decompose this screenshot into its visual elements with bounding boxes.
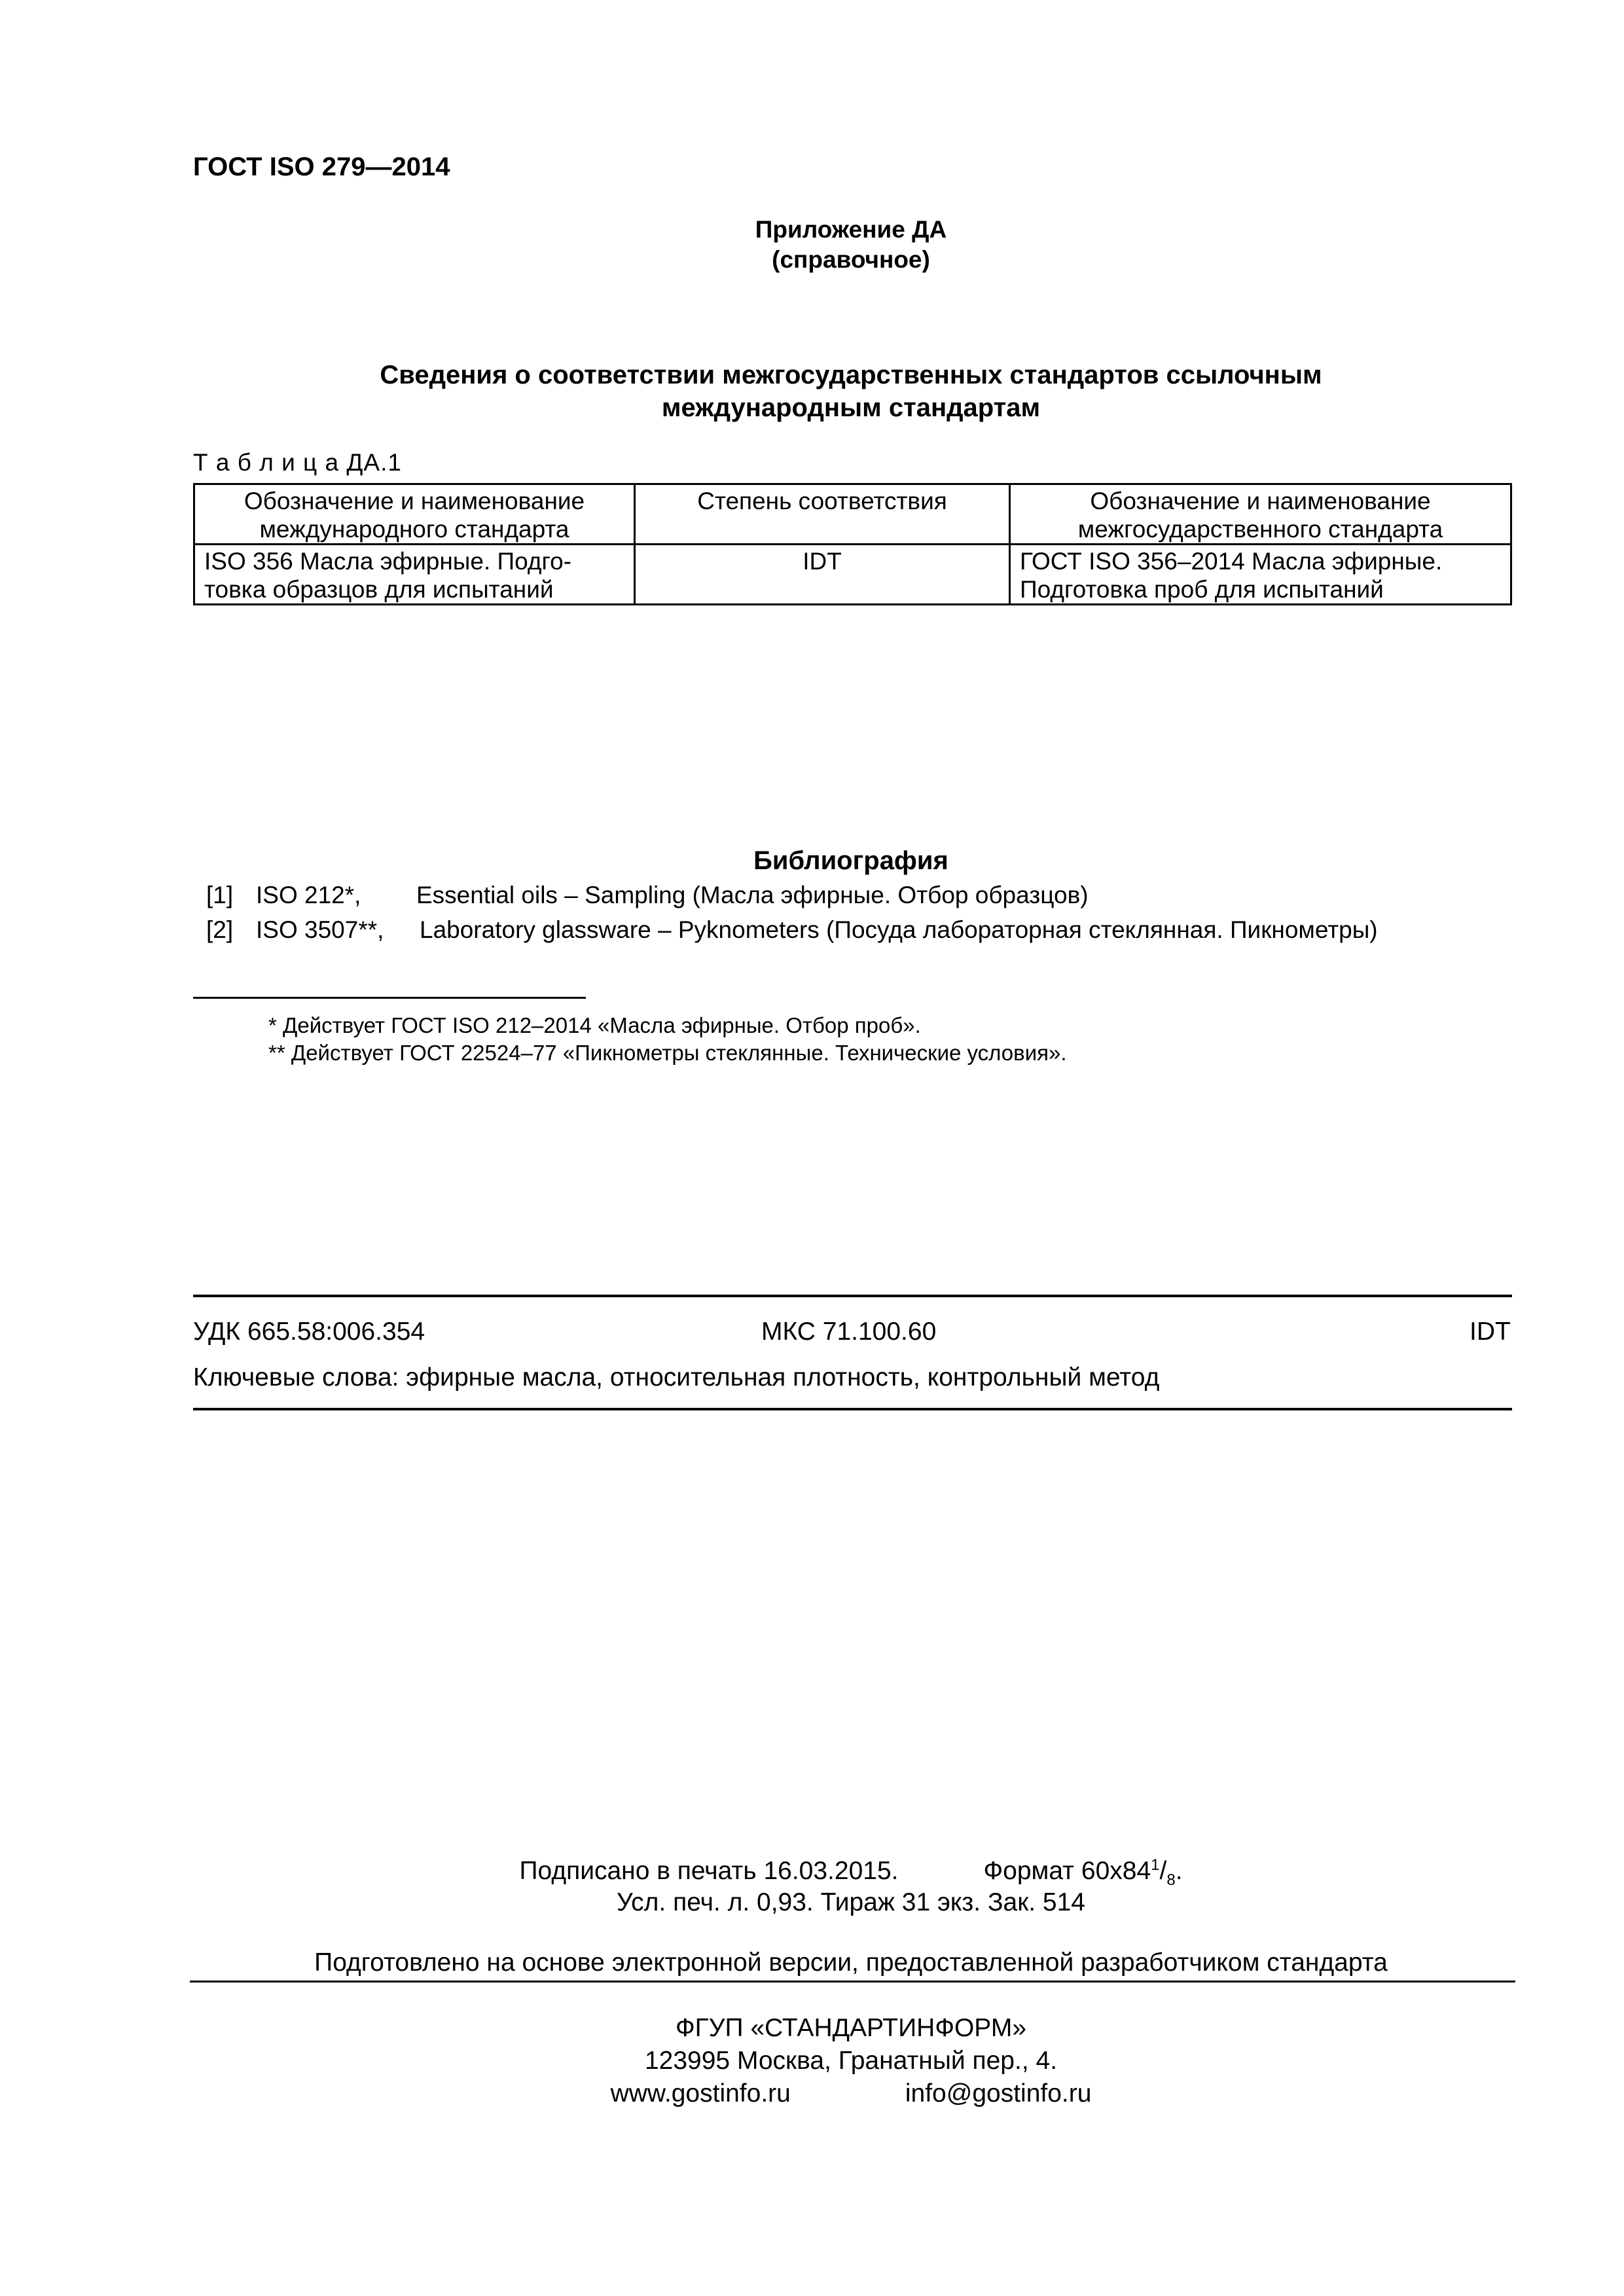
publisher-address: 123995 Москва, Гранатный пер., 4. bbox=[644, 2047, 1058, 2075]
bib-text: Laboratory glassware – Pyknometers (Посуда лабораторная стеклянная. Пикнометры) bbox=[420, 916, 1378, 943]
publisher-name: ФГУП «СТАНДАРТИНФОРМ» bbox=[675, 2014, 1027, 2042]
table-label: Т а б л и ц а ДА.1 bbox=[193, 449, 402, 476]
bib-number: [1] bbox=[206, 882, 234, 908]
mks-code: МКС 71.100.60 bbox=[761, 1318, 937, 1346]
signed-to-print: Подписано в печать 16.03.2015. bbox=[519, 1857, 899, 1885]
degree-code: IDT bbox=[1470, 1318, 1511, 1346]
publisher-contacts bbox=[0, 2079, 1624, 2108]
conformity-table bbox=[193, 483, 1512, 605]
metadata-top-rule bbox=[193, 1295, 1512, 1297]
imprint-line1 bbox=[0, 1856, 1624, 1890]
publisher-email-link[interactable]: info@gostinfo.ru bbox=[905, 2079, 1092, 2108]
cell-international-standard: ISO 356 Масла эфирные. Подготовка образцов для испытаний bbox=[194, 545, 635, 605]
metadata-bottom-rule bbox=[193, 1408, 1512, 1410]
table-header-row bbox=[194, 484, 1511, 545]
cell-interstate-standard: ГОСТ ISO 356–2014 Масла эфирные. Подготовка проб для испытаний bbox=[1010, 545, 1511, 605]
udk-code: УДК 665.58:006.354 bbox=[193, 1318, 425, 1346]
bibliography-item bbox=[206, 882, 1089, 909]
footnote-2: ** Действует ГОСТ 22524–77 «Пикнометры стеклянные. Технические условия». bbox=[268, 1041, 1067, 1065]
section-title-line2: международным стандартам bbox=[661, 393, 1041, 422]
bib-number: [2] bbox=[206, 916, 234, 943]
paper-format: Формат $60х84^1/_8$. bbox=[983, 1856, 1183, 1889]
bib-code: ISO 3507**, bbox=[256, 916, 384, 943]
publisher-website-link[interactable]: www.gostinfo.ru bbox=[610, 2079, 791, 2108]
header-degree-of-conformity: Степень соответствия bbox=[635, 484, 1010, 545]
prepared-note: Подготовлено на основе электронной версии, предоставленной разработчиком стандарта bbox=[314, 1948, 1388, 1977]
bib-code: ISO 212*, bbox=[256, 882, 361, 908]
bibliography-item bbox=[206, 916, 1378, 944]
section-title-line1: Сведения о соответствии межгосударственных стандартов ссылочным bbox=[380, 361, 1322, 389]
appendix-subtitle: (справочное) bbox=[772, 246, 930, 273]
bib-text: Essential oils – Sampling (Масла эфирные. Отбор образцов) bbox=[416, 882, 1089, 908]
header-interstate-standard: Обозначение и наименование межгосударственного стандарта bbox=[1010, 484, 1511, 545]
imprint-rule bbox=[190, 1981, 1515, 1982]
cell-degree: IDT bbox=[635, 545, 1010, 605]
appendix-title: Приложение ДА bbox=[755, 216, 947, 243]
document-code: ГОСТ ISO 279—2014 bbox=[193, 152, 450, 181]
keywords: Ключевые слова: эфирные масла, относительная плотность, контрольный метод bbox=[193, 1363, 1160, 1391]
imprint-line2: Усл. печ. л. 0,93. Тираж 31 экз. Зак. 514 bbox=[616, 1888, 1085, 1916]
header-international-standard: Обозначение и наименование международного стандарта bbox=[194, 484, 635, 545]
bibliography-title: Библиография bbox=[753, 846, 948, 875]
footnote-1: * Действует ГОСТ ISO 212–2014 «Масла эфирные. Отбор проб». bbox=[268, 1013, 921, 1037]
footnote-separator bbox=[193, 997, 586, 999]
table-row bbox=[194, 545, 1511, 605]
